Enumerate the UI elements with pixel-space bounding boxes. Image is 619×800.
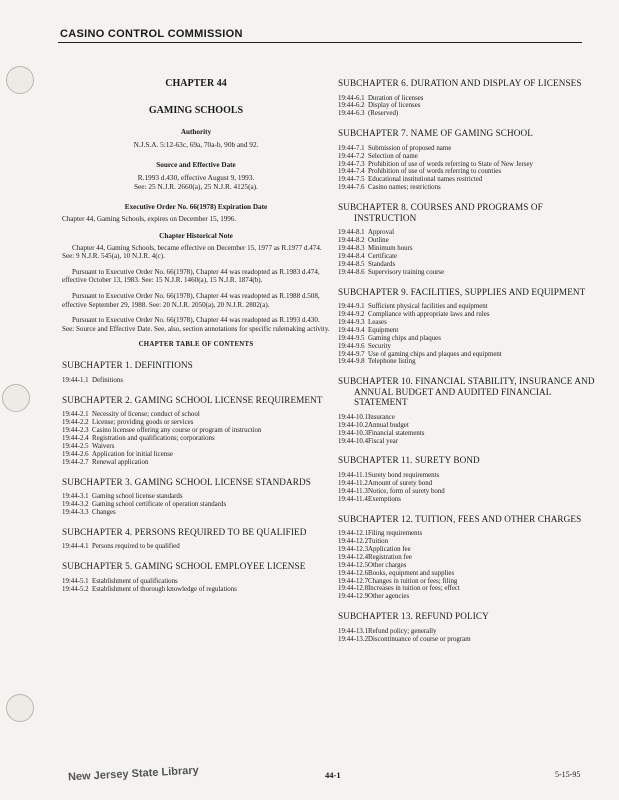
section-number: 19:44-6.3	[338, 110, 365, 118]
section-number: 19:44-3.2	[62, 501, 89, 508]
subchapter-title: SUBCHAPTER 13. REFUND POLICY	[338, 611, 489, 622]
section-item	[338, 253, 598, 261]
section-item	[338, 628, 598, 636]
section-item	[62, 578, 330, 586]
section-item	[338, 168, 598, 176]
section-number: 19:44-8.3	[338, 244, 365, 252]
section-item	[62, 501, 330, 509]
section-item	[338, 358, 598, 366]
section-title: Waivers	[92, 442, 115, 450]
section-number: 19:44-2.6	[62, 450, 89, 458]
section-title: Notice, form of surety bond	[368, 487, 445, 495]
section-item	[338, 95, 598, 103]
section-number: 19:44-8.4	[338, 252, 365, 260]
section-title: Certificate	[368, 252, 398, 260]
section-title: Casino names; restrictions	[368, 184, 441, 192]
section-item	[338, 145, 598, 153]
section-number: 19:44-10.1	[338, 413, 369, 421]
section-title: Submission of proposed name	[368, 144, 452, 152]
section-title: Establishment of qualifications	[92, 577, 178, 585]
section-list	[338, 530, 598, 601]
section-title: Gaming school license standards	[92, 493, 183, 501]
section-number: 19:44-9.1	[338, 303, 365, 311]
section-item	[338, 245, 598, 253]
section-number: 19:44-6.1	[338, 94, 365, 102]
section-item	[338, 335, 598, 343]
section-title: Gaming chips and plaques	[368, 334, 441, 342]
header-rule	[58, 42, 582, 43]
section-title: Exemptions	[368, 495, 401, 503]
section-number: 19:44-13.1	[338, 627, 369, 635]
section-number: 19:44-13.2	[338, 635, 369, 643]
section-item	[338, 422, 598, 430]
punch-hole-top	[6, 66, 34, 94]
section-item	[338, 237, 598, 245]
section-item	[338, 102, 598, 110]
section-item	[62, 493, 330, 501]
page-date: 5-15-95	[555, 770, 581, 779]
section-title: Application for initial license	[92, 450, 173, 458]
section-title: Establishment of thorough knowledge of regulations	[92, 585, 237, 593]
exec-order-text: Chapter 44, Gaming Schools, expires on December 15, 1996.	[62, 215, 237, 223]
section-item	[338, 488, 598, 496]
section-number: 19:44-12.8	[338, 585, 369, 593]
section-title: Display of licenses	[368, 102, 421, 110]
exec-order-heading: Executive Order No. 66(1978) Expiration Date	[124, 203, 268, 211]
section-number: 19:44-12.6	[338, 569, 369, 577]
section-number: 19:44-9.7	[338, 350, 365, 358]
section-item	[338, 530, 598, 538]
section-item	[338, 269, 598, 277]
section-title: Necessity of license; conduct of school	[92, 411, 200, 419]
section-item	[338, 546, 598, 554]
section-number: 19:44-7.2	[338, 152, 365, 160]
section-item	[338, 538, 598, 546]
section-number: 19:44-10.3	[338, 429, 369, 437]
section-number: 19:44-9.3	[338, 318, 365, 326]
subchapter-title: SUBCHAPTER 9. FACILITIES, SUPPLIES AND EQUIPMENT	[338, 286, 586, 297]
section-item	[338, 496, 598, 504]
section-number: 19:44-9.8	[338, 358, 365, 366]
section-title: Use of gaming chips and plaques and equipment	[368, 350, 502, 358]
section-number: 19:44-12.2	[338, 538, 369, 545]
running-header: CASINO CONTROL COMMISSION	[60, 28, 243, 40]
section-title: Selection of name	[368, 152, 418, 160]
section-title: Other agencies	[368, 593, 410, 601]
section-number: 19:44-11.2	[338, 479, 368, 487]
section-item	[62, 586, 330, 594]
section-item	[62, 419, 330, 427]
section-title: Standards	[368, 260, 396, 268]
right-column	[338, 78, 598, 644]
section-item	[338, 562, 598, 570]
section-list	[338, 472, 598, 504]
section-item	[62, 377, 330, 385]
section-title: Minimum hours	[368, 244, 413, 252]
section-item	[338, 472, 598, 480]
section-title: Compliance with appropriate laws and rules	[368, 311, 490, 318]
subchapter-title: SUBCHAPTER 12. TUITION, FEES AND OTHER CHARGES	[338, 513, 582, 524]
section-title: Application fee	[368, 545, 411, 553]
punch-hole-bottom	[6, 694, 34, 722]
section-number: 19:44-9.5	[338, 334, 365, 342]
section-title: Changes	[92, 508, 116, 516]
section-title: Sufficient physical facilities and equipment	[368, 303, 488, 311]
section-title: Increases in tuition or fees; effect	[368, 585, 460, 593]
section-number: 19:44-8.2	[338, 237, 365, 245]
section-item	[338, 570, 598, 578]
section-list	[62, 411, 330, 466]
section-title: Tuition	[368, 538, 389, 545]
section-item	[338, 430, 598, 438]
section-title: Financial statements	[368, 429, 425, 437]
left-toc	[62, 360, 330, 593]
section-list	[338, 145, 598, 192]
section-title: Approval	[368, 229, 395, 237]
section-number: 19:44-7.5	[338, 176, 365, 184]
section-title: Prohibition of use of words referring to State of New Jersey	[368, 160, 533, 168]
section-number: 19:44-7.3	[338, 160, 365, 168]
section-title: Supervisory training course	[368, 268, 445, 276]
section-title: Casino licensee offering any course or program of instruction	[92, 427, 262, 435]
toc-heading: CHAPTER TABLE OF CONTENTS	[138, 341, 254, 349]
section-item	[338, 593, 598, 601]
section-list	[338, 95, 598, 119]
section-number: 19:44-7.4	[338, 168, 365, 176]
source-line-1: R.1993 d.430, effective August 9, 1993.	[137, 173, 255, 182]
section-number: 19:44-7.1	[338, 144, 365, 152]
section-number: 19:44-4.1	[62, 543, 89, 551]
section-item	[62, 543, 330, 551]
section-item	[338, 311, 598, 319]
section-item	[338, 343, 598, 351]
section-number: 19:44-5.2	[62, 585, 89, 593]
history-heading: Chapter Historical Note	[159, 231, 233, 240]
section-item	[62, 451, 330, 459]
section-title: Fiscal year	[368, 437, 399, 445]
right-toc	[338, 78, 598, 644]
section-number: 19:44-2.3	[62, 427, 89, 435]
section-title: Educational institutional names restricted	[368, 176, 483, 184]
subchapter-title: SUBCHAPTER 4. PERSONS REQUIRED TO BE QUALIFIED	[62, 526, 307, 537]
section-item	[62, 411, 330, 419]
section-title: Refund policy; generally	[368, 627, 437, 635]
section-number: 19:44-8.5	[338, 260, 365, 268]
section-number: 19:44-10.2	[338, 421, 369, 429]
section-number: 19:44-12.3	[338, 545, 369, 553]
section-number: 19:44-10.4	[338, 437, 369, 445]
section-item	[338, 261, 598, 269]
section-number: 19:44-9.6	[338, 342, 365, 350]
authority-heading: Authority	[180, 128, 212, 136]
section-list	[62, 493, 330, 517]
section-number: 19:44-12.5	[338, 561, 369, 569]
section-item	[338, 110, 598, 118]
section-list	[338, 229, 598, 276]
section-number: 19:44-2.4	[62, 434, 89, 442]
section-title: Definitions	[92, 376, 124, 384]
subchapter-title: SUBCHAPTER 7. NAME OF GAMING SCHOOL	[338, 128, 533, 139]
section-number: 19:44-7.6	[338, 184, 365, 192]
section-title: Discontinuance of course or program	[368, 635, 471, 643]
section-title: Security	[368, 342, 391, 350]
section-title: Leases	[368, 318, 387, 326]
subchapter-title: SUBCHAPTER 2. GAMING SCHOOL LICENSE REQUIREMENT	[62, 394, 323, 405]
section-number: 19:44-11.4	[338, 495, 368, 503]
history-paragraph: Pursuant to Executive Order No. 66(1978), Chapter 44 was readopted as R.1993 d.430. See: Source and Effective Date. See, also, section annotations for specific rulemaking activity.	[62, 316, 330, 333]
section-title: Renewal application	[92, 458, 149, 466]
section-number: 19:44-12.1	[338, 530, 369, 538]
subchapter-title: SUBCHAPTER 11. SURETY BOND	[338, 455, 480, 466]
section-item	[338, 327, 598, 335]
section-item	[338, 184, 598, 192]
section-item	[62, 509, 330, 517]
section-number: 19:44-12.9	[338, 593, 369, 601]
section-title: Registration and qualifications; corporations	[92, 434, 215, 442]
section-item	[338, 578, 598, 586]
section-title: Changes in tuition or fees; filing	[368, 577, 458, 585]
section-title: License; providing goods or services	[92, 419, 194, 427]
section-item	[338, 554, 598, 562]
subchapter-title: SUBCHAPTER 3. GAMING SCHOOL LICENSE STANDARDS	[62, 476, 311, 487]
section-item	[338, 303, 598, 311]
library-stamp: New Jersey State Library	[67, 764, 200, 784]
subchapter-title: SUBCHAPTER 10. FINANCIAL STABILITY, INSURANCE AND ANNUAL BUDGET AND AUDITED FINANCIAL STATEMENT	[338, 376, 595, 408]
source-text	[62, 173, 330, 191]
section-title: Filing requirements	[368, 530, 423, 538]
section-item	[338, 319, 598, 327]
section-item	[62, 443, 330, 451]
section-number: 19:44-5.1	[62, 577, 89, 585]
chapter-name: GAMING SCHOOLS	[148, 105, 244, 116]
section-number: 19:44-9.4	[338, 326, 365, 334]
source-heading: Source and Effective Date	[156, 161, 236, 169]
section-number: 19:44-8.6	[338, 268, 365, 276]
section-item	[338, 229, 598, 237]
section-number: 19:44-3.1	[62, 493, 89, 501]
section-number: 19:44-3.3	[62, 508, 89, 516]
section-title: Gaming school certificate of operation standards	[92, 501, 227, 508]
section-item	[338, 438, 598, 446]
section-item	[62, 427, 330, 435]
section-item	[62, 459, 330, 467]
section-list	[62, 543, 330, 551]
authority-text: N.J.S.A. 5:12-63c, 69a, 70a-b, 90b and 92.	[133, 140, 259, 149]
subchapter-title: SUBCHAPTER 5. GAMING SCHOOL EMPLOYEE LICENSE	[62, 561, 306, 572]
section-item	[338, 176, 598, 184]
chapter-heading: CHAPTER 44	[165, 78, 227, 89]
subchapter-title: SUBCHAPTER 1. DEFINITIONS	[62, 360, 193, 371]
section-title: Books, equipment and supplies	[368, 569, 455, 577]
section-title: Persons required to be qualified	[92, 543, 180, 551]
section-title: Other charges	[368, 561, 407, 569]
section-number: 19:44-2.7	[62, 458, 89, 466]
section-list	[338, 414, 598, 446]
section-item	[338, 153, 598, 161]
section-number: 19:44-6.2	[338, 102, 365, 110]
section-title: Surety bond requirements	[368, 471, 440, 479]
left-column	[62, 78, 330, 594]
section-number: 19:44-1.1	[62, 376, 89, 384]
section-title: Equipment	[368, 326, 399, 334]
section-title: Annual budget	[368, 421, 409, 429]
section-number: 19:44-9.2	[338, 311, 365, 318]
punch-hole-middle	[2, 384, 30, 412]
section-item	[338, 636, 598, 644]
history-paragraph: Pursuant to Executive Order No. 66(1978), Chapter 44 was readopted as R.1988 d.508, effective September 29, 1988. See: 20 N.J.R. 2050(a), 20 N.J.R. 2802(a).	[62, 291, 320, 309]
section-number: 19:44-12.7	[338, 577, 369, 585]
section-list	[338, 303, 598, 366]
subchapter-title: SUBCHAPTER 8. COURSES AND PROGRAMS OF INSTRUCTION	[338, 202, 543, 223]
section-number: 19:44-2.2	[62, 419, 89, 427]
section-title: Amount of surety bond	[368, 479, 433, 487]
section-number: 19:44-2.5	[62, 442, 89, 450]
section-list	[338, 628, 598, 644]
section-title: Telephone listing	[368, 358, 416, 366]
section-number: 19:44-8.1	[338, 229, 365, 237]
section-title: (Reserved)	[368, 110, 399, 118]
subchapter-title: SUBCHAPTER 6. DURATION AND DISPLAY OF LICENSES	[338, 78, 582, 88]
section-item	[62, 435, 330, 443]
section-number: 19:44-11.1	[338, 471, 368, 479]
section-number: 19:44-12.4	[338, 553, 369, 561]
section-number: 19:44-2.1	[62, 411, 89, 419]
section-item	[338, 161, 598, 169]
section-title: Outline	[368, 237, 389, 245]
source-line-2: See: 25 N.J.R. 2660(a), 25 N.J.R. 4125(a).	[133, 182, 259, 191]
section-title: Duration of licenses	[368, 94, 424, 102]
section-title: Prohibition of use of words referring to counties	[368, 168, 502, 176]
history-paragraph: Chapter 44, Gaming Schools, became effective on December 15, 1977 as R.1977 d.474. See: 9 N.J.R. 545(a), 10 N.J.R. 4(c).	[62, 243, 322, 261]
section-item	[338, 585, 598, 593]
section-list	[62, 377, 330, 385]
page-number: 44-1	[325, 770, 341, 780]
section-item	[338, 351, 598, 359]
history-paragraph: Pursuant to Executive Order No. 66(1978), Chapter 44 was readopted as R.1983 d.474, effective October 13, 1983. See: 15 N.J.R. 1460(a), 15 N.J.R. 1874(b).	[62, 267, 320, 285]
section-title: Registration fee	[368, 553, 412, 561]
section-item	[338, 414, 598, 422]
section-title: Insurance	[368, 413, 395, 421]
section-list	[62, 578, 330, 594]
section-item	[338, 480, 598, 488]
section-number: 19:44-11.3	[338, 487, 368, 495]
